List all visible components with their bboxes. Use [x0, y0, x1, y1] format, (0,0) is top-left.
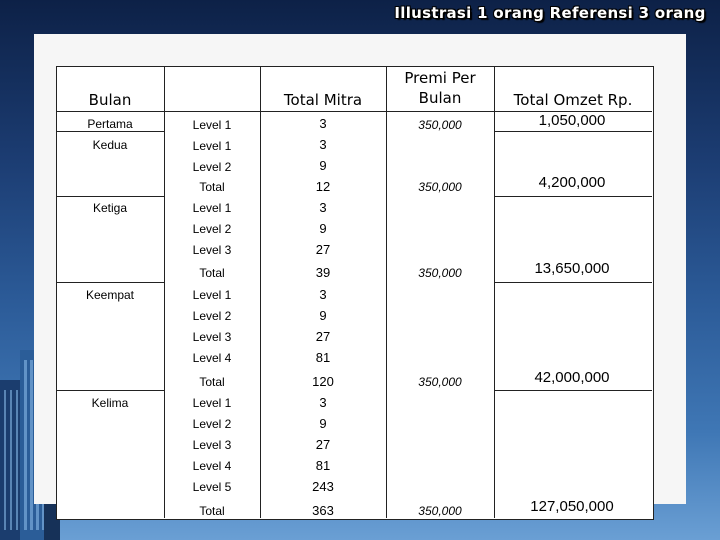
cell-omzet: 127,050,000 — [530, 498, 614, 515]
cell-mitra: 3 — [319, 287, 327, 302]
cell-level: Level 3 — [192, 438, 232, 452]
cell-premi: 350,000 — [418, 504, 462, 518]
cell-omzet: 4,200,000 — [538, 174, 606, 191]
cell-mitra: 27 — [315, 329, 331, 344]
header-total-omzet: Total Omzet Rp. — [513, 91, 633, 109]
cell-level: Level 3 — [192, 243, 232, 257]
cell-level: Level 2 — [192, 222, 232, 236]
cell-mitra: 27 — [315, 242, 331, 257]
row-divider-pertama — [56, 131, 164, 132]
cell-mitra-total: 12 — [315, 179, 331, 194]
row-divider-keempat — [56, 390, 164, 391]
cell-mitra: 27 — [315, 437, 331, 452]
cell-mitra: 81 — [315, 458, 331, 473]
row-divider-kedua — [56, 196, 164, 197]
row-divider-ketiga — [56, 282, 164, 283]
cell-mitra: 9 — [319, 158, 327, 173]
cell-mitra: 9 — [319, 221, 327, 236]
cell-bulan-kedua: Kedua — [92, 138, 128, 152]
cell-level-total: Total — [199, 266, 225, 280]
cell-mitra: 81 — [315, 350, 331, 365]
cell-mitra: 3 — [319, 116, 327, 131]
omzet-divider-1 — [494, 131, 652, 132]
cell-bulan-kelima: Kelima — [91, 396, 129, 410]
cell-level: Level 3 — [192, 330, 232, 344]
cell-premi: 350,000 — [418, 375, 462, 389]
cell-level: Level 1 — [192, 288, 232, 302]
col-divider-premi — [386, 66, 387, 518]
cell-mitra: 3 — [319, 395, 327, 410]
cell-mitra: 3 — [319, 137, 327, 152]
cell-mitra-total: 39 — [315, 265, 331, 280]
cell-level: Level 1 — [192, 396, 232, 410]
cell-level-total: Total — [199, 375, 225, 389]
cell-bulan-ketiga: Ketiga — [92, 201, 128, 215]
cell-premi: 350,000 — [418, 180, 462, 194]
cell-level: Level 2 — [192, 309, 232, 323]
cell-mitra: 243 — [312, 479, 334, 494]
cell-level: Level 4 — [192, 459, 232, 473]
cell-level: Level 4 — [192, 351, 232, 365]
cell-omzet: 1,050,000 — [538, 112, 606, 129]
cell-level: Level 1 — [192, 139, 232, 153]
cell-omzet: 42,000,000 — [534, 369, 610, 386]
cell-bulan-pertama: Pertama — [87, 117, 133, 131]
cell-level: Level 1 — [192, 201, 232, 215]
cell-mitra: 9 — [319, 308, 327, 323]
cell-level: Level 5 — [192, 480, 232, 494]
header-premi-per-bulan: Premi Per Bulan — [404, 69, 476, 107]
cell-mitra: 3 — [319, 200, 327, 215]
cell-premi: 350,000 — [418, 118, 462, 132]
cell-level: Level 2 — [192, 417, 232, 431]
omzet-divider-3 — [494, 282, 652, 283]
header-bulan: Bulan — [88, 91, 132, 109]
cell-level: Level 2 — [192, 160, 232, 174]
col-divider-omzet — [494, 66, 495, 518]
slide-title: Illustrasi 1 orang Referensi 3 orang — [394, 4, 706, 22]
cell-level-total: Total — [199, 180, 225, 194]
cell-level-total: Total — [199, 504, 225, 518]
omzet-divider-2 — [494, 196, 652, 197]
cell-mitra-total: 363 — [312, 503, 334, 518]
cell-omzet: 13,650,000 — [534, 260, 610, 277]
omzet-divider-4 — [494, 390, 652, 391]
cell-mitra-total: 120 — [312, 374, 334, 389]
cell-premi: 350,000 — [418, 266, 462, 280]
cell-level: Level 1 — [192, 118, 232, 132]
cell-mitra: 9 — [319, 416, 327, 431]
cell-bulan-keempat: Keempat — [85, 288, 135, 302]
header-total-mitra: Total Mitra — [283, 91, 363, 109]
